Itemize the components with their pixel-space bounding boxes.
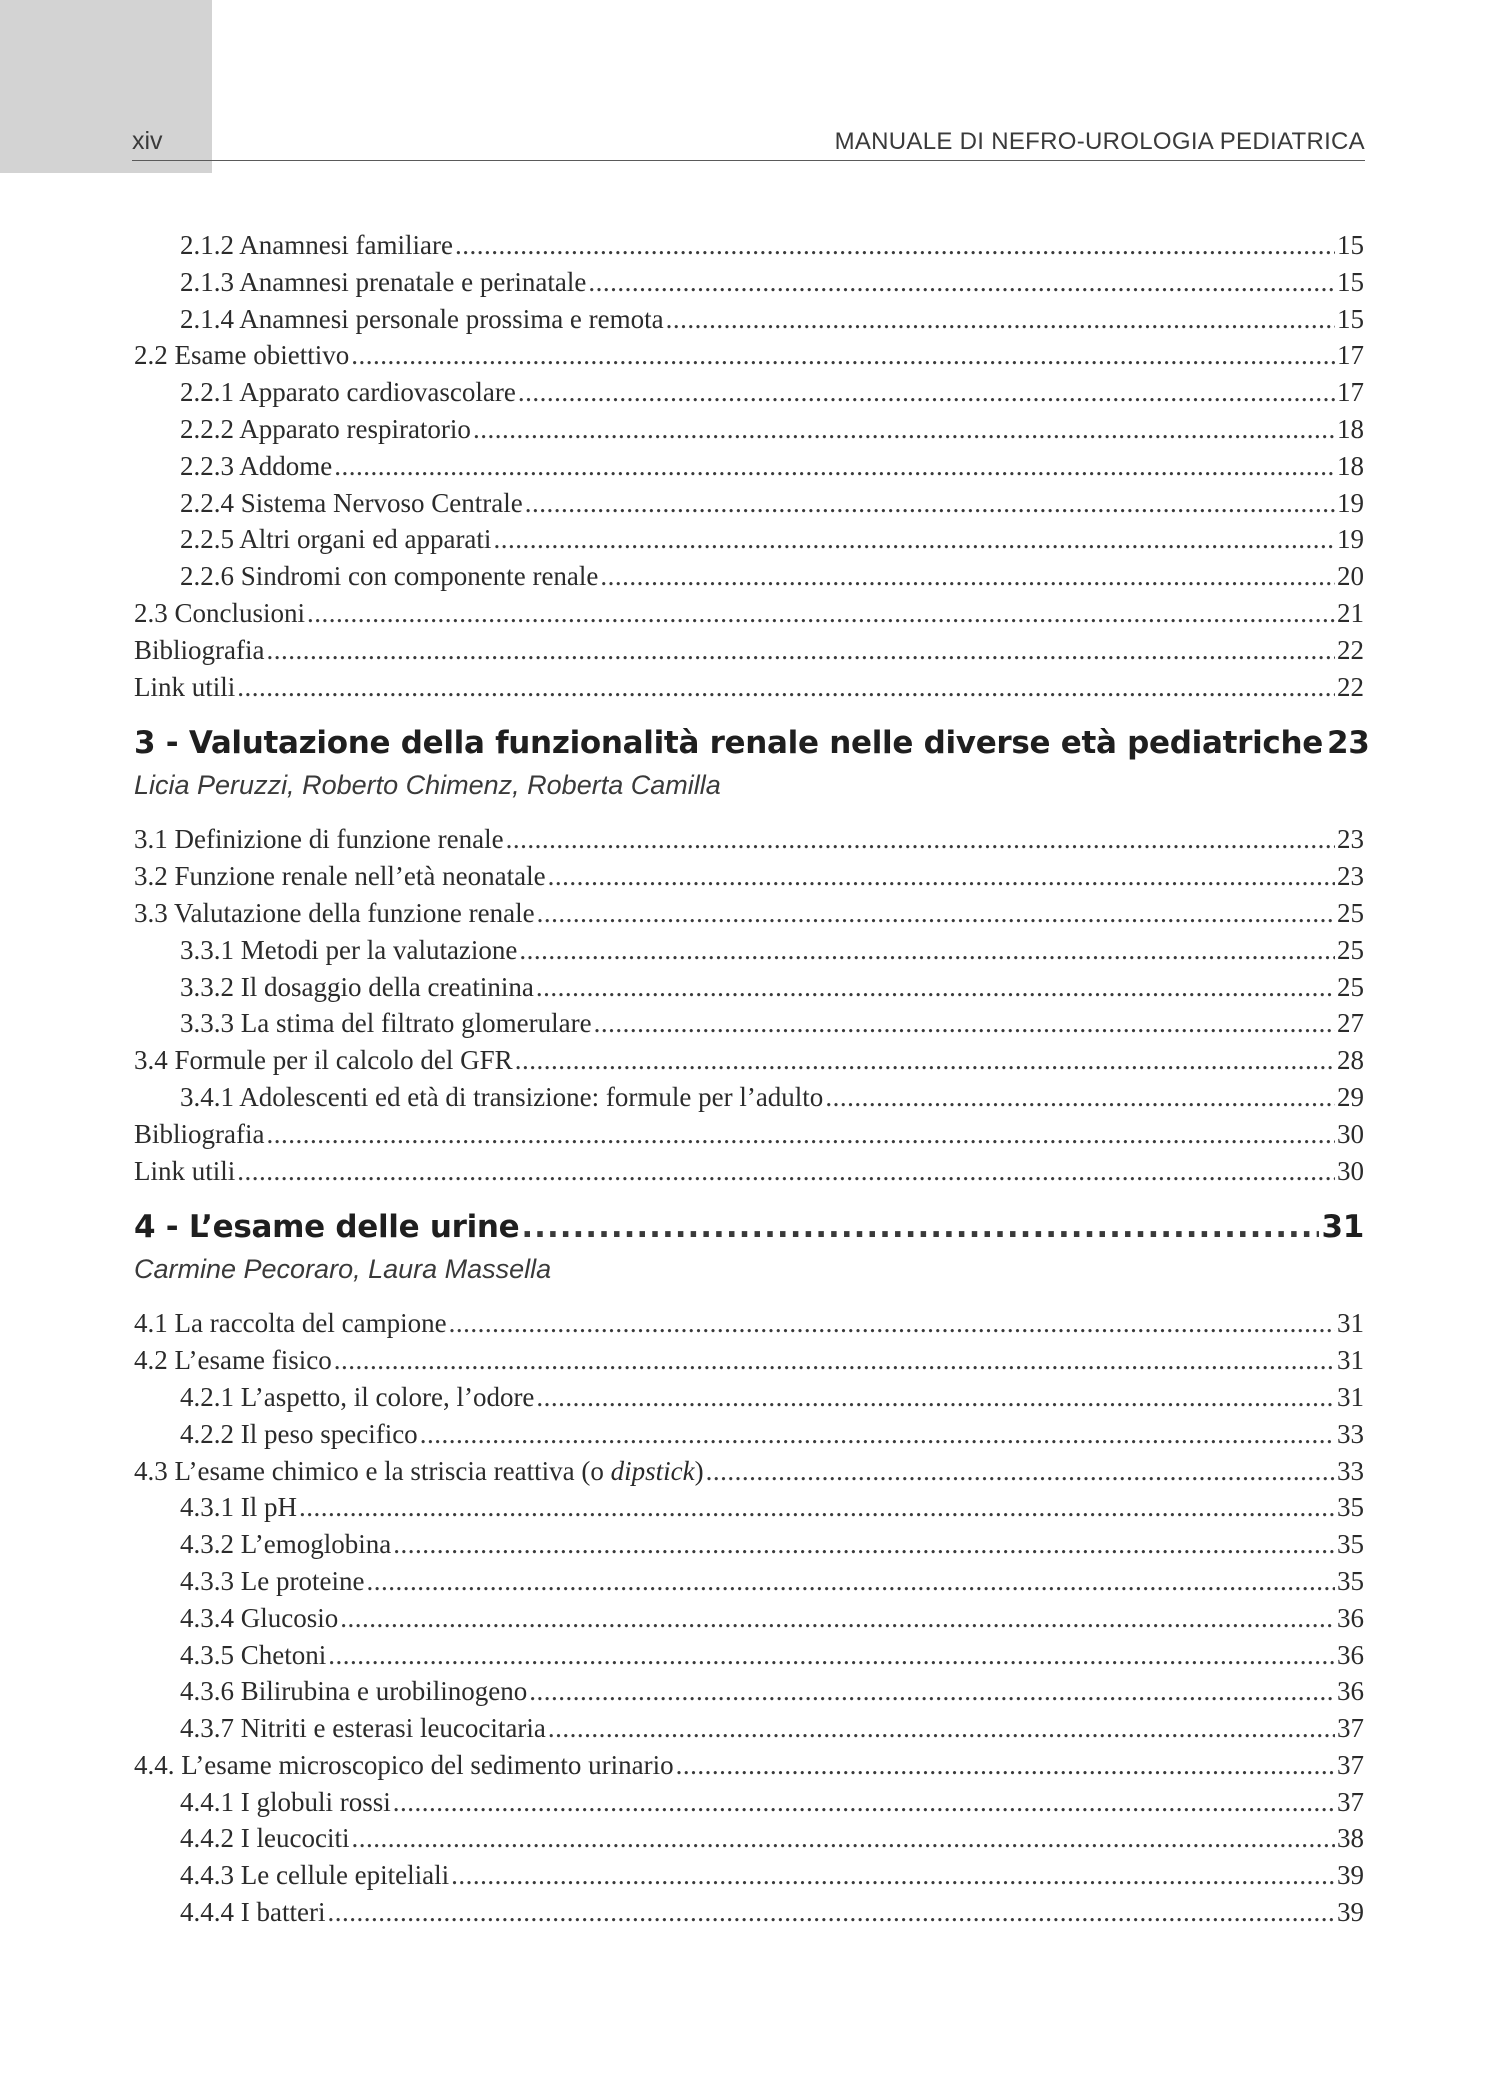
dot-leader <box>451 1857 1335 1894</box>
toc-entry-page: 31 <box>1337 1308 1364 1339</box>
toc-entry-page: 37 <box>1337 1749 1364 1780</box>
toc-entry-page: 21 <box>1337 597 1364 628</box>
toc-entry[interactable] <box>134 969 1364 1006</box>
toc-entry[interactable] <box>134 1305 1364 1342</box>
toc-entry-page: 18 <box>1337 450 1364 481</box>
toc-entry[interactable] <box>134 448 1364 485</box>
toc-entry-label: 3.3.1 Metodi per la valutazione <box>180 934 518 965</box>
toc-entry-label: 4.3.1 Il pH <box>180 1492 297 1523</box>
toc-entry-page: 33 <box>1337 1455 1364 1486</box>
toc-entry-page: 20 <box>1337 561 1364 592</box>
toc-entry-label: 4.4. L’esame microscopico del sedimento urinario <box>134 1749 674 1780</box>
toc-entry-label: 4.2.2 Il peso specifico <box>180 1418 418 1449</box>
toc-entry-page: 31 <box>1337 1381 1364 1412</box>
toc-entry-label: 2.2.6 Sindromi con componente renale <box>180 561 599 592</box>
toc-entry[interactable] <box>134 932 1364 969</box>
toc-entry[interactable] <box>134 669 1364 706</box>
page-header <box>132 124 1365 161</box>
toc-entry-page: 23 <box>1337 861 1364 892</box>
table-of-contents <box>134 227 1370 1931</box>
toc-entry[interactable] <box>134 858 1364 895</box>
dot-leader <box>266 1116 1335 1153</box>
dot-leader <box>266 632 1335 669</box>
toc-entry-label: 2.2.5 Altri organi ed apparati <box>180 524 492 555</box>
toc-entry[interactable] <box>134 1894 1364 1931</box>
dot-leader <box>307 595 1335 632</box>
toc-entry-label: 4.4.4 I batteri <box>180 1897 326 1928</box>
toc-entry-page: 31 <box>1337 1345 1364 1376</box>
dot-leader <box>506 821 1335 858</box>
toc-entry-page: 15 <box>1337 230 1364 260</box>
toc-entry-page: 37 <box>1337 1786 1364 1817</box>
toc-entry[interactable] <box>134 1857 1364 1894</box>
dot-leader <box>706 1453 1335 1490</box>
toc-entry[interactable] <box>134 1600 1364 1637</box>
toc-entry-label: 3.3.2 Il dosaggio della creatinina <box>180 971 534 1002</box>
dot-leader <box>420 1416 1335 1453</box>
toc-entry[interactable] <box>134 632 1364 669</box>
toc-entry-page: 22 <box>1337 671 1364 702</box>
toc-entry[interactable] <box>134 1820 1364 1857</box>
toc-entry-label: 4.2.1 L’aspetto, il colore, l’odore <box>180 1381 535 1412</box>
toc-entry[interactable] <box>134 1342 1364 1379</box>
dot-leader <box>493 521 1335 558</box>
toc-entry[interactable] <box>134 1563 1364 1600</box>
toc-entry[interactable] <box>134 1784 1364 1821</box>
toc-entry-page: 25 <box>1337 971 1364 1002</box>
toc-entry-label: 2.2.2 Apparato respiratorio <box>180 413 471 444</box>
chapter-authors: Licia Peruzzi, Roberto Chimenz, Roberta Camilla <box>134 770 721 801</box>
chapter-title: 3 - Valutazione della funzionalità renale nelle diverse età pediatriche <box>134 725 1323 762</box>
toc-entry-label: Link utili <box>134 671 236 702</box>
toc-entry[interactable] <box>134 558 1364 595</box>
toc-entry-label: 4.3 L’esame chimico e la striscia reattiva (o dipstick) <box>134 1455 704 1486</box>
toc-entry-label: 4.3.3 Le proteine <box>180 1565 365 1596</box>
toc-entry[interactable] <box>134 1153 1364 1190</box>
toc-entry-page: 39 <box>1337 1860 1364 1891</box>
chapter-title: 4 - L’esame delle urine <box>134 1209 520 1246</box>
dot-leader <box>366 1563 1335 1600</box>
dot-leader <box>334 1342 1335 1379</box>
toc-entry-label: 4.1 La raccolta del campione <box>134 1308 447 1339</box>
toc-entry[interactable] <box>134 895 1364 932</box>
dot-leader <box>473 411 1335 448</box>
dot-leader <box>340 1600 1335 1637</box>
toc-entry-page: 28 <box>1337 1045 1364 1076</box>
dot-leader <box>666 301 1335 338</box>
toc-entry-label: 4.3.7 Nitriti e esterasi leucocitaria <box>180 1713 546 1744</box>
dot-leader <box>237 669 1335 706</box>
dot-leader <box>548 858 1335 895</box>
dot-leader <box>299 1489 1335 1526</box>
dot-leader <box>521 1205 1319 1249</box>
toc-entry-page: 22 <box>1337 634 1364 665</box>
toc-entry[interactable] <box>134 411 1364 448</box>
toc-entry-label: 4.3.5 Chetoni <box>180 1639 327 1670</box>
toc-entry-label: 4.3.2 L’emoglobina <box>180 1529 392 1560</box>
toc-entry-page: 35 <box>1337 1565 1364 1596</box>
dot-leader <box>327 1894 1335 1931</box>
toc-entry-label: 3.4.1 Adolescenti ed età di transizione: formule per l’adulto <box>180 1081 824 1112</box>
toc-entry[interactable] <box>134 1710 1364 1747</box>
toc-entry-label: Bibliografia <box>134 634 265 665</box>
toc-entry-page: 25 <box>1337 934 1364 965</box>
dot-leader <box>825 1079 1335 1116</box>
dot-leader <box>588 264 1335 301</box>
toc-entry-label: 2.1.4 Anamnesi personale prossima e remota <box>180 303 664 334</box>
toc-entry[interactable] <box>134 1747 1364 1784</box>
chapter-3-heading[interactable] <box>134 721 1370 765</box>
toc-entry-label: 2.3 Conclusioni <box>134 597 306 628</box>
toc-entry-label: 2.2.1 Apparato cardiovascolare <box>180 377 516 408</box>
toc-entry[interactable] <box>134 1453 1364 1490</box>
dot-leader <box>518 374 1335 411</box>
toc-entry-page: 18 <box>1337 413 1364 444</box>
chapter-4-heading[interactable] <box>134 1205 1364 1249</box>
toc-entry-label: 4.3.6 Bilirubina e urobilinogeno <box>180 1676 528 1707</box>
toc-entry[interactable] <box>134 301 1364 338</box>
toc-entry-page: 35 <box>1337 1529 1364 1560</box>
page-number: xiv <box>132 127 163 155</box>
toc-entry-label: 4.2 L’esame fisico <box>134 1345 332 1376</box>
toc-entry-page: 29 <box>1337 1081 1364 1112</box>
dot-leader <box>351 1820 1335 1857</box>
toc-entry[interactable] <box>134 521 1364 558</box>
toc-entry-page: 38 <box>1337 1823 1364 1854</box>
toc-entry-label: 2.2 Esame obiettivo <box>134 340 350 371</box>
toc-entry[interactable] <box>134 1379 1364 1416</box>
toc-section-chapter3 <box>134 821 1364 1189</box>
toc-entry-label: 3.2 Funzione renale nell’età neonatale <box>134 861 546 892</box>
toc-entry[interactable] <box>134 1637 1364 1674</box>
toc-entry[interactable] <box>134 1116 1364 1153</box>
toc-entry-page: 36 <box>1337 1639 1364 1670</box>
toc-entry-page: 30 <box>1337 1155 1364 1186</box>
toc-entry-label: 3.4 Formule per il calcolo del GFR <box>134 1045 513 1076</box>
toc-entry[interactable] <box>134 1079 1364 1116</box>
toc-entry-label: 4.4.3 Le cellule epiteliali <box>180 1860 450 1891</box>
toc-entry[interactable] <box>134 1042 1364 1079</box>
dot-leader <box>594 1005 1335 1042</box>
toc-entry-page: 27 <box>1337 1008 1364 1039</box>
dot-leader <box>455 227 1335 264</box>
toc-entry-page: 37 <box>1337 1713 1364 1744</box>
dot-leader <box>536 1379 1335 1416</box>
toc-entry-label: 4.4.2 I leucociti <box>180 1823 350 1854</box>
toc-entry-page: 23 <box>1337 824 1364 855</box>
toc-entry[interactable] <box>134 821 1364 858</box>
dot-leader <box>548 1710 1335 1747</box>
chapter-page: 31 <box>1321 1209 1364 1246</box>
dot-leader <box>525 485 1335 522</box>
toc-entry-page: 25 <box>1337 897 1364 928</box>
toc-entry-page: 35 <box>1337 1492 1364 1523</box>
dot-leader <box>676 1747 1335 1784</box>
toc-entry-page: 36 <box>1337 1676 1364 1707</box>
chapter-authors: Carmine Pecoraro, Laura Massella <box>134 1254 552 1285</box>
toc-entry-page: 19 <box>1337 524 1364 555</box>
dot-leader <box>600 558 1335 595</box>
toc-entry[interactable] <box>134 337 1364 374</box>
dot-leader <box>519 932 1335 969</box>
toc-section-chapter4 <box>134 1305 1364 1931</box>
dot-leader <box>328 1637 1335 1674</box>
dot-leader <box>537 895 1335 932</box>
dot-leader <box>334 448 1335 485</box>
toc-entry-label: 2.2.3 Addome <box>180 450 333 481</box>
toc-entry-label: 4.3.4 Glucosio <box>180 1602 339 1633</box>
toc-entry[interactable] <box>134 264 1364 301</box>
dot-leader <box>393 1784 1335 1821</box>
toc-entry[interactable] <box>134 227 1364 264</box>
toc-entry[interactable] <box>134 1673 1364 1710</box>
toc-entry-label: 3.1 Definizione di funzione renale <box>134 824 504 855</box>
toc-entry[interactable] <box>134 595 1364 632</box>
toc-entry-label: 2.2.4 Sistema Nervoso Centrale <box>180 487 523 518</box>
toc-entry[interactable] <box>134 1416 1364 1453</box>
toc-entry[interactable] <box>134 374 1364 411</box>
toc-entry[interactable] <box>134 1526 1364 1563</box>
toc-section-chapter2 <box>134 227 1364 705</box>
toc-entry[interactable] <box>134 1005 1364 1042</box>
toc-entry-page: 15 <box>1337 266 1364 297</box>
toc-entry-page: 17 <box>1337 377 1364 408</box>
toc-entry-label: 4.4.1 I globuli rossi <box>180 1786 391 1817</box>
toc-entry[interactable] <box>134 485 1364 522</box>
chapter-page: 23 <box>1327 725 1370 762</box>
toc-entry-label: 3.3.3 La stima del filtrato glomerulare <box>180 1008 592 1039</box>
toc-entry-page: 30 <box>1337 1118 1364 1149</box>
toc-entry-page: 36 <box>1337 1602 1364 1633</box>
toc-entry-page: 19 <box>1337 487 1364 518</box>
toc-entry-page: 15 <box>1337 303 1364 334</box>
dot-leader <box>536 969 1335 1006</box>
dot-leader <box>351 337 1335 374</box>
dot-leader <box>449 1305 1335 1342</box>
dot-leader <box>529 1673 1335 1710</box>
dot-leader <box>393 1526 1335 1563</box>
toc-entry-page: 39 <box>1337 1897 1364 1928</box>
toc-entry-label: 2.1.2 Anamnesi familiare <box>180 230 453 260</box>
dot-leader <box>515 1042 1335 1079</box>
toc-entry[interactable] <box>134 1489 1364 1526</box>
toc-entry-label: Bibliografia <box>134 1118 265 1149</box>
running-title: MANUALE DI NEFRO-UROLOGIA PEDIATRICA <box>834 128 1365 155</box>
toc-entry-page: 33 <box>1337 1418 1364 1449</box>
toc-entry-label: 3.3 Valutazione della funzione renale <box>134 897 535 928</box>
toc-entry-page: 17 <box>1337 340 1364 371</box>
toc-entry-label: Link utili <box>134 1155 236 1186</box>
toc-entry-label: 2.1.3 Anamnesi prenatale e perinatale <box>180 266 587 297</box>
dot-leader <box>237 1153 1335 1190</box>
